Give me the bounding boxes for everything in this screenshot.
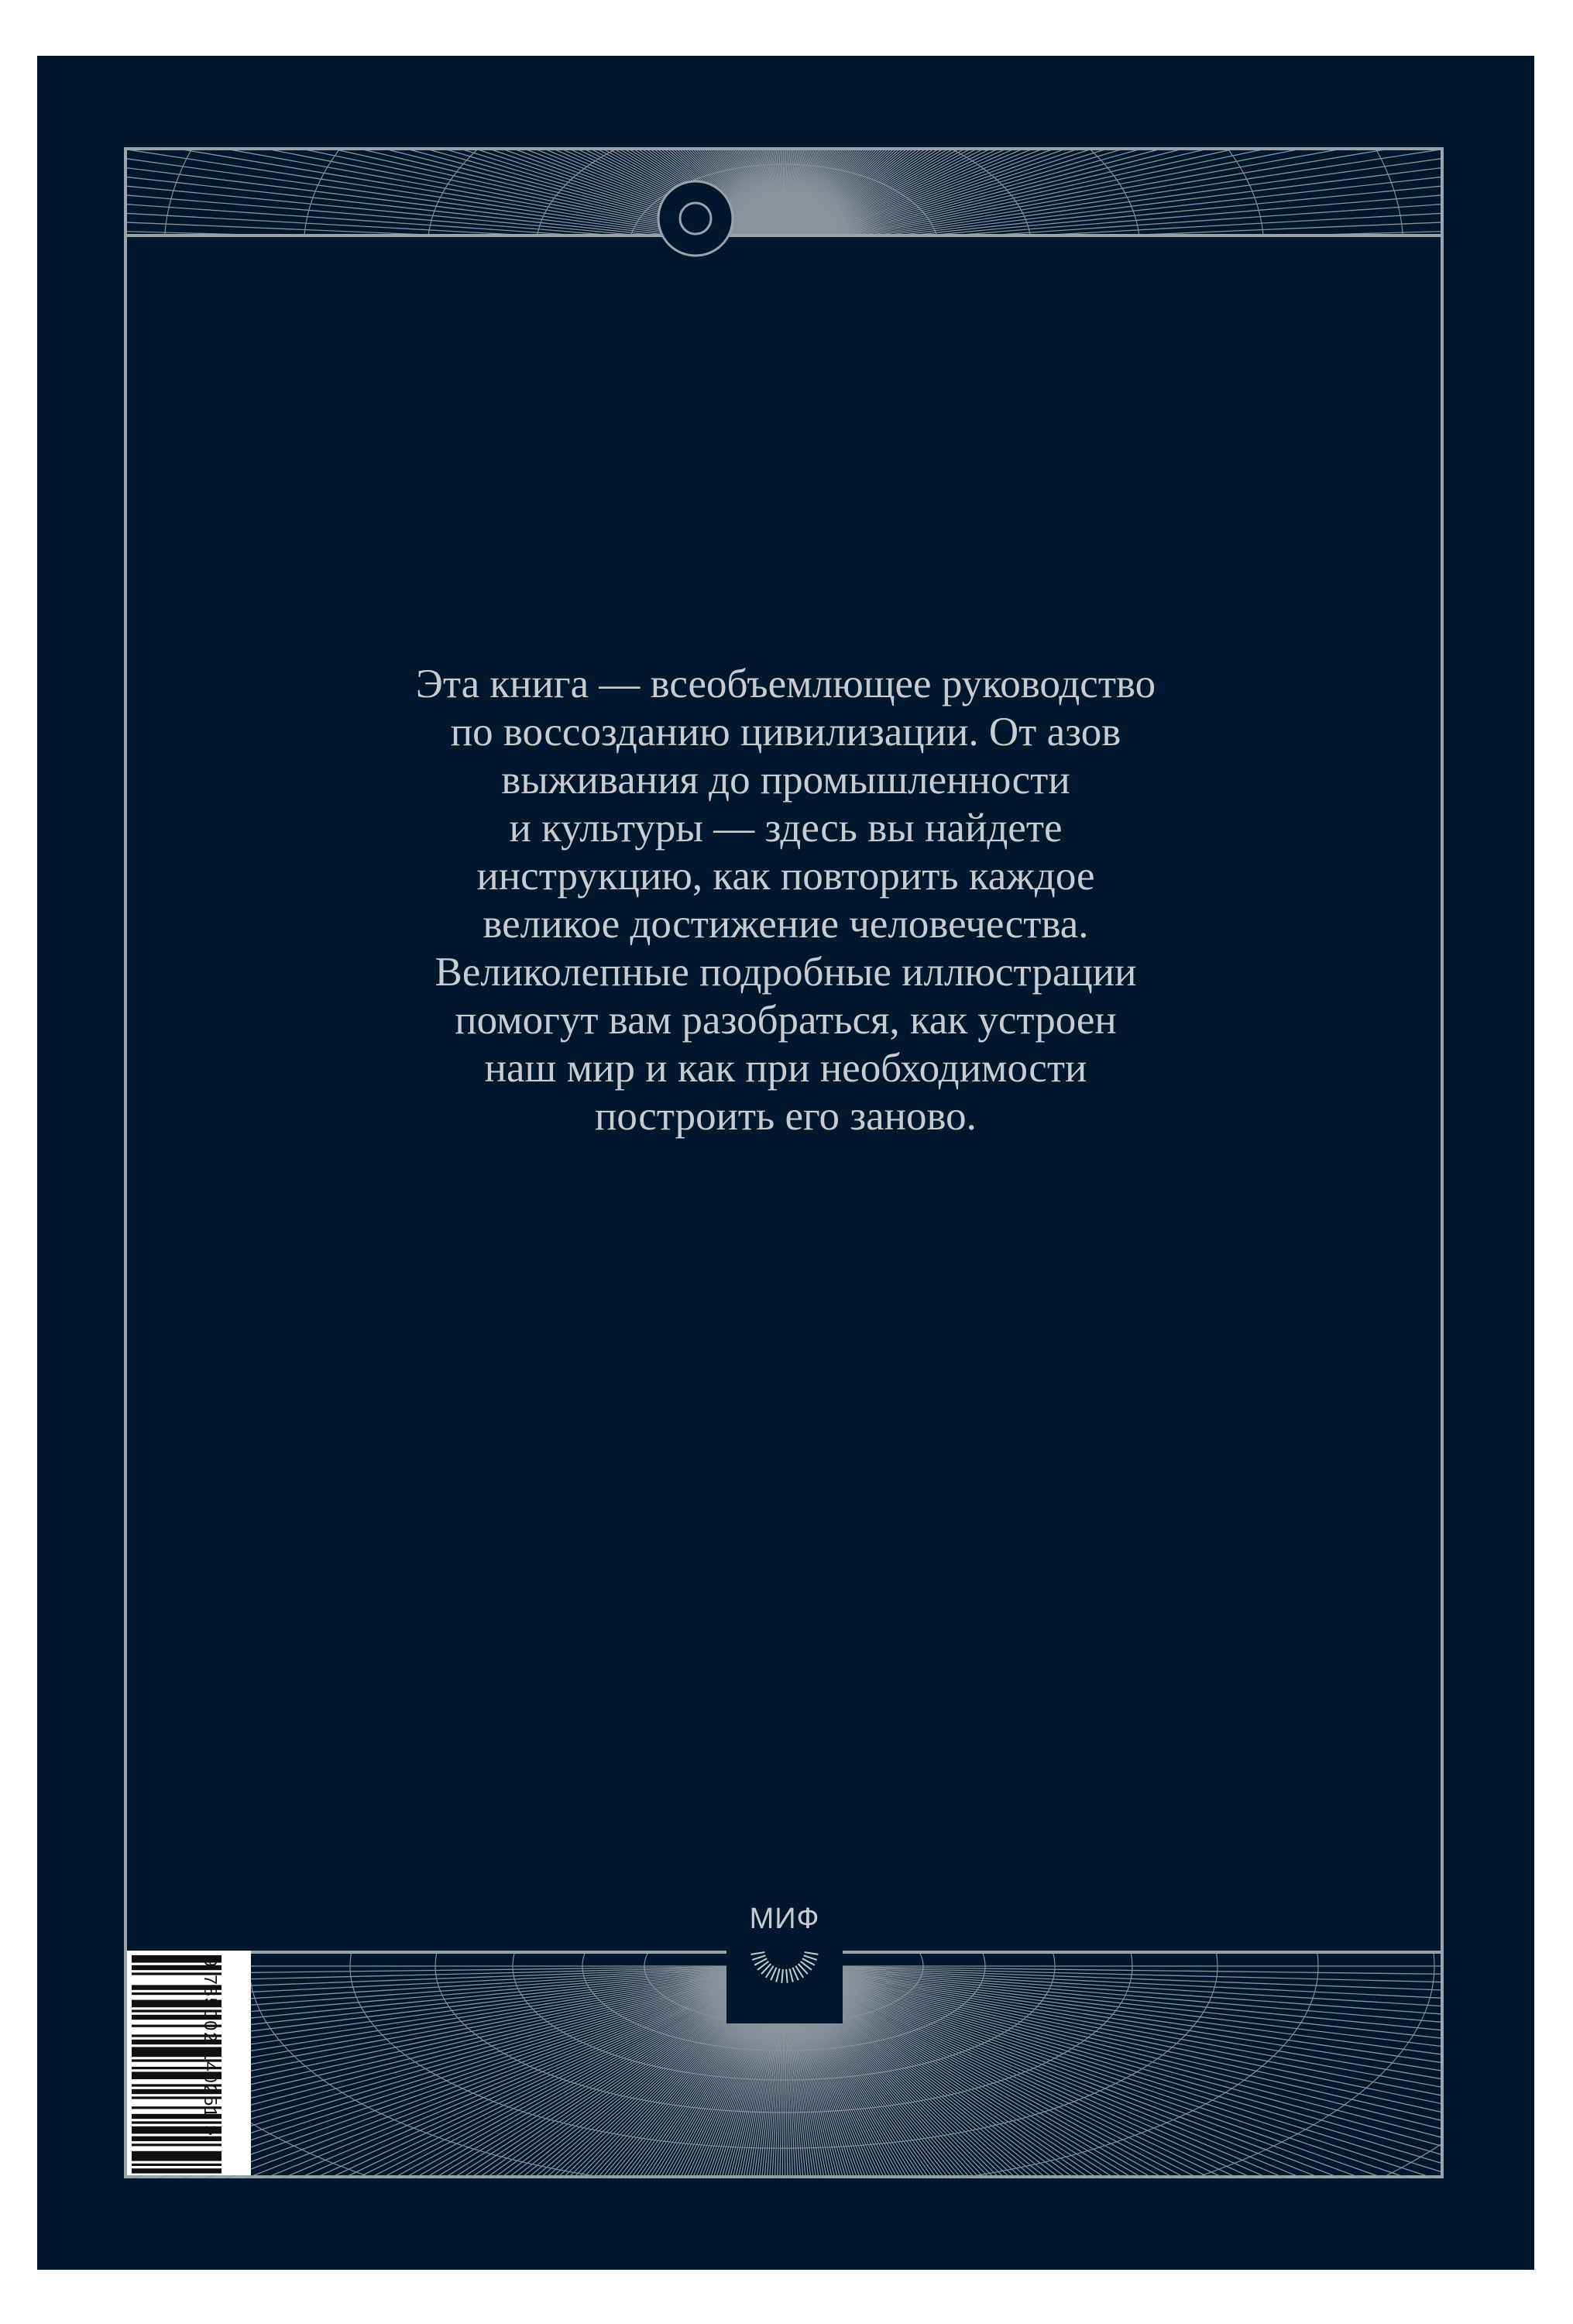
blurb-line: построить его заново. [595, 1094, 977, 1139]
publisher-logo [726, 1899, 843, 2023]
isbn-barcode [127, 1951, 251, 2175]
blurb-line: по воссозданию цивилизации. От азов [450, 710, 1121, 755]
blurb-line: Великолепные подробные иллюстрации [434, 950, 1137, 995]
blurb-line: и культуры — здесь вы найдете [509, 806, 1063, 851]
blurb-line: наш мир и как при необходимости [484, 1046, 1087, 1091]
blurb-line: великое достижение человечества. [483, 902, 1089, 947]
top-ray-pattern [127, 150, 1441, 237]
concentric-circles-icon [634, 156, 757, 280]
blurb-line: инструкцию, как повторить каждое [476, 854, 1095, 899]
sunburst-icon [726, 1940, 843, 2017]
cover-blurb [192, 660, 1379, 1140]
cover-frame [124, 147, 1444, 2178]
blurb-line: Эта книга — всеобъемлющее руководство [415, 662, 1156, 706]
publisher-logo-text: МИФ [749, 1903, 820, 1935]
top-ray-band [127, 150, 1441, 237]
blurb-line: выживания до промышленности [501, 758, 1070, 803]
barcode-bars [127, 1951, 251, 2175]
isbn-number: 9 785002 140251 > [201, 1957, 221, 2137]
book-back-cover [37, 56, 1534, 2270]
blurb-line: помогут вам разобраться, как устроен [455, 998, 1117, 1043]
